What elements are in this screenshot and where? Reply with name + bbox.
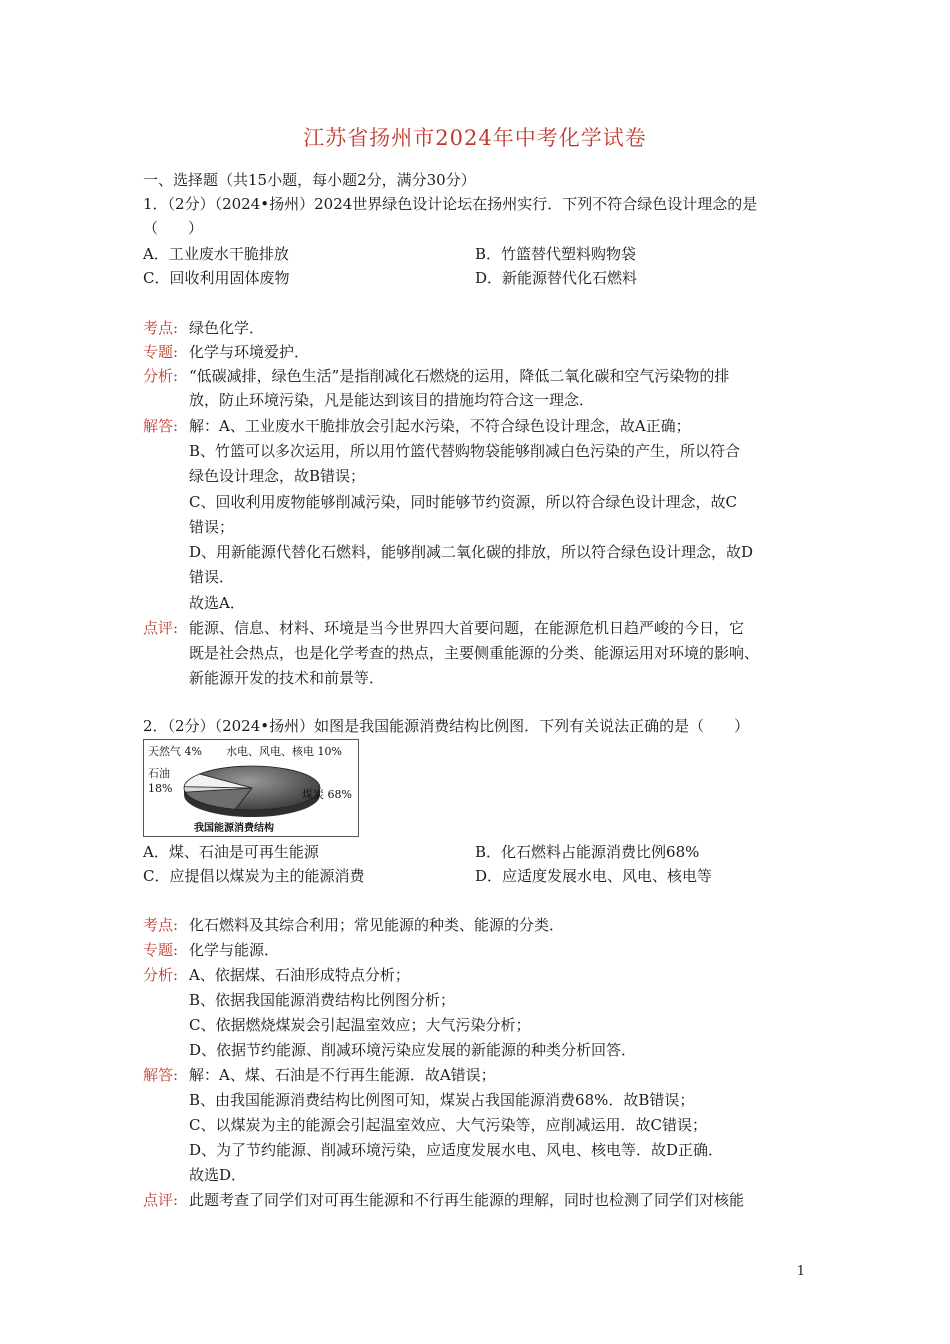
- q2-dianping-label: 点评:: [143, 1191, 179, 1209]
- q2-jieda-line2: B、由我国能源消费结构比例图可知，煤炭占我国能源消费68%．故B错误；: [189, 1091, 695, 1109]
- q1-option-d: D．新能源替代化石燃料: [475, 269, 638, 287]
- q1-option-a: A．工业废水干脆排放: [143, 245, 289, 263]
- q1-jieda-line3: 绿色设计理念，故B错误；: [189, 467, 366, 485]
- label-oil: 石油: [148, 767, 170, 780]
- q1-option-b: B．竹篮替代塑料购物袋: [475, 245, 637, 263]
- q1-jieda-line8: 故选A．: [189, 594, 245, 612]
- q1-jieda-line1: 解：A、工业废水干脆排放会引起水污染，不符合绿色设计理念，故A正确；: [189, 417, 691, 435]
- q1-kaodian-label: 考点:: [143, 319, 179, 337]
- q2-fenxi-label: 分析:: [143, 966, 179, 984]
- q2-kaodian: 化石燃料及其综合利用；常见能源的种类、能源的分类．: [189, 916, 565, 934]
- q2-option-a: A．煤、石油是可再生能源: [143, 843, 319, 861]
- q1-dianping-line2: 既是社会热点，也是化学考查的热点，主要侧重能源的分类、能源运用对环境的影响、: [189, 644, 760, 662]
- page-number: 1: [796, 1264, 805, 1279]
- label-coal: 煤炭 68%: [302, 788, 352, 801]
- q1-stem: 1．（2分）（2024•扬州）2024世界绿色设计论坛在扬州实行．下列不符合绿色设计理念的是: [143, 195, 758, 213]
- q1-kaodian: 绿色化学．: [189, 319, 265, 337]
- q1-fenxi-line1: “低碳减排，绿色生活”是指削减化石燃烧的运用，降低二氧化碳和空气污染物的排: [189, 367, 730, 385]
- q2-kaodian-label: 考点:: [143, 916, 179, 934]
- q1-option-c: C．回收利用固体废物: [143, 269, 290, 287]
- q1-dianping-line3: 新能源开发的技术和前景等．: [189, 669, 385, 687]
- q2-zhuanti: 化学与能源．: [189, 941, 280, 959]
- q2-option-c: C．应提倡以煤炭为主的能源消费: [143, 867, 365, 885]
- q1-jieda-line7: 错误．: [189, 568, 235, 586]
- q2-jieda-line4: D、为了节约能源、削减环境污染，应适度发展水电、风电、核电等．故D正确．: [189, 1141, 724, 1159]
- q2-fenxi-line2: B、依据我国能源消费结构比例图分析；: [189, 991, 456, 1009]
- q1-jieda-line4: C、回收利用废物能够削减污染，同时能够节约资源，所以符合绿色设计理念，故C: [189, 493, 737, 511]
- q2-fenxi-line1: A、依据煤、石油形成特点分析；: [189, 966, 410, 984]
- q1-fenxi-line2: 放，防止环境污染，凡是能达到该目的措施均符合这一理念．: [189, 391, 595, 409]
- q2-jieda-line3: C、以煤炭为主的能源会引起温室效应、大气污染等，应削减运用．故C错误；: [189, 1116, 707, 1134]
- q1-jieda-line2: B、竹篮可以多次运用，所以用竹篮代替购物袋能够削减白色污染的产生，所以符合: [189, 442, 741, 460]
- q1-jieda-line6: D、用新能源代替化石燃料，能够削减二氧化碳的排放，所以符合绿色设计理念，故D: [189, 543, 754, 561]
- q1-jieda-label: 解答:: [143, 417, 179, 435]
- energy-pie-chart: [144, 740, 358, 836]
- q2-option-b: B．化石燃料占能源消费比例68%: [475, 843, 700, 861]
- q2-option-d: D．应适度发展水电、风电、核电等: [475, 867, 713, 885]
- label-oil-pct: 18%: [148, 782, 173, 795]
- q1-zhuanti: 化学与环境爱护．: [189, 343, 310, 361]
- q1-jieda-line5: 错误；: [189, 518, 235, 536]
- figure-caption: 我国能源消费结构: [194, 823, 274, 834]
- q2-fenxi-line4: D、依据节约能源、削减环境污染应发展的新能源的种类分析回答．: [189, 1041, 637, 1059]
- q1-dianping-label: 点评:: [143, 619, 179, 637]
- q2-zhuanti-label: 专题:: [143, 941, 179, 959]
- q2-jieda-line1: 解：A、煤、石油是不行再生能源．故A错误；: [189, 1066, 496, 1084]
- label-hydro: 水电、风电、核电 10%: [226, 745, 342, 758]
- q1-stem-bracket: （ ）: [143, 219, 204, 237]
- q1-dianping-line1: 能源、信息、材料、环境是当今世界四大首要问题，在能源危机日趋严峻的今日，它: [189, 619, 745, 637]
- section-heading: 一、选择题（共15小题，每小题2分，满分30分）: [143, 171, 476, 189]
- energy-pie-figure: [143, 739, 359, 837]
- q2-jieda-label: 解答:: [143, 1066, 179, 1084]
- q2-stem: 2．（2分）（2024•扬州）如图是我国能源消费结构比例图．下列有关说法正确的是（ ）: [143, 717, 750, 735]
- q1-fenxi-label: 分析:: [143, 367, 179, 385]
- q2-dianping-line1: 此题考查了同学们对可再生能源和不行再生能源的理解，同时也检测了同学们对核能: [189, 1191, 745, 1209]
- pie-slices: [184, 766, 320, 817]
- q1-zhuanti-label: 专题:: [143, 343, 179, 361]
- page-title: 江苏省扬州市2024年中考化学试卷: [303, 126, 647, 150]
- label-gas: 天然气 4%: [148, 745, 202, 758]
- q2-jieda-line5: 故选D．: [189, 1166, 247, 1184]
- q2-fenxi-line3: C、依据燃烧煤炭会引起温室效应；大气污染分析；: [189, 1016, 531, 1034]
